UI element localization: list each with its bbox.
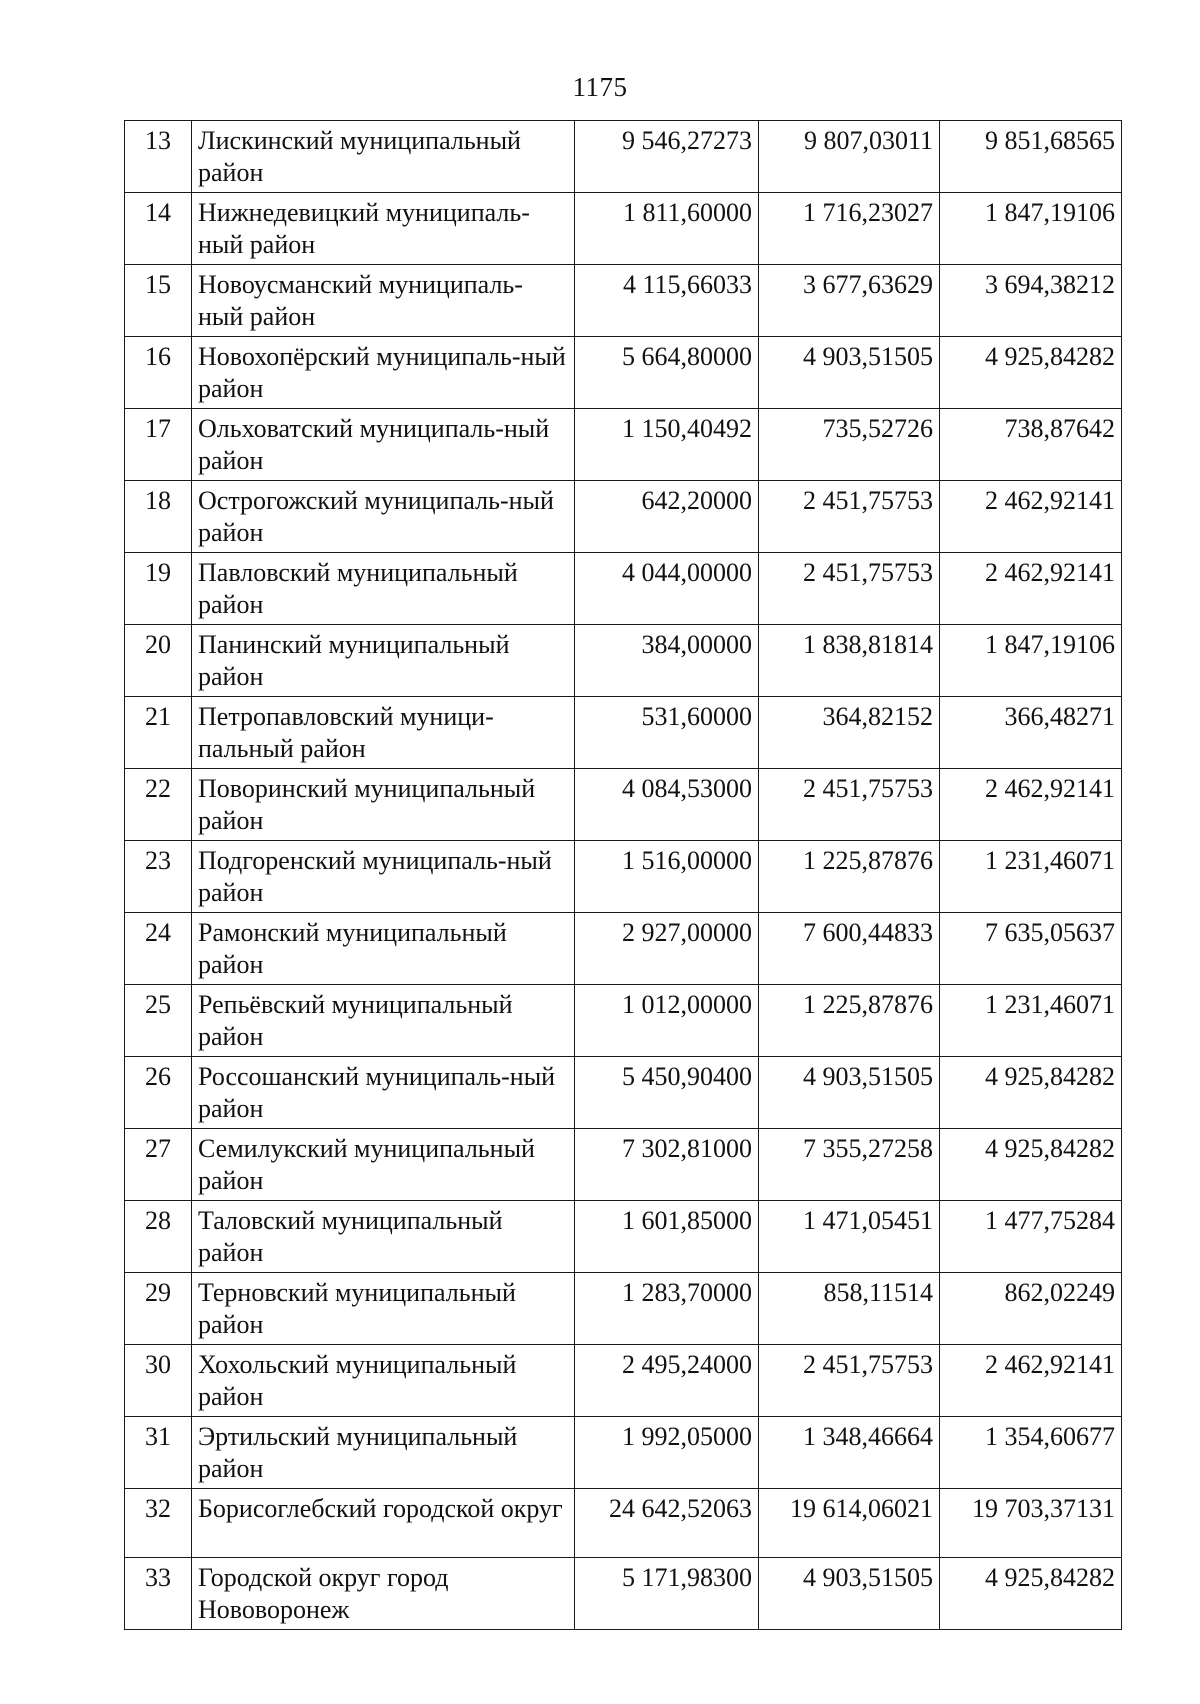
- value-col-3: 1 847,19106: [940, 625, 1122, 697]
- row-number: 30: [125, 1345, 192, 1417]
- value-col-3: 1 231,46071: [940, 985, 1122, 1057]
- value-col-1: 1 150,40492: [575, 409, 759, 481]
- municipality-name: Эртильский муниципальный район: [192, 1417, 575, 1489]
- municipality-name: Рамонский муниципальный район: [192, 913, 575, 985]
- municipality-name: Терновский муниципальный район: [192, 1273, 575, 1345]
- value-col-2: 9 807,03011: [759, 121, 940, 193]
- value-col-1: 4 084,53000: [575, 769, 759, 841]
- value-col-3: 19 703,37131: [940, 1489, 1122, 1558]
- table-row: [125, 913, 1122, 985]
- value-col-3: 7 635,05637: [940, 913, 1122, 985]
- value-col-1: 2 927,00000: [575, 913, 759, 985]
- municipality-name: Россошанский муниципаль-ный район: [192, 1057, 575, 1129]
- value-col-1: 1 811,60000: [575, 193, 759, 265]
- table-row: [125, 1345, 1122, 1417]
- table-row: [125, 1129, 1122, 1201]
- municipality-name: Ольховатский муниципаль-ный район: [192, 409, 575, 481]
- municipality-name: Павловский муниципальный район: [192, 553, 575, 625]
- value-col-3: 4 925,84282: [940, 1558, 1122, 1630]
- value-col-1: 4 115,66033: [575, 265, 759, 337]
- municipality-name: Нижнедевицкий муниципаль-ный район: [192, 193, 575, 265]
- municipality-name: Острогожский муниципаль-ный район: [192, 481, 575, 553]
- value-col-1: 1 601,85000: [575, 1201, 759, 1273]
- value-col-1: 7 302,81000: [575, 1129, 759, 1201]
- value-col-2: 2 451,75753: [759, 553, 940, 625]
- table-row: [125, 121, 1122, 193]
- value-col-2: 1 471,05451: [759, 1201, 940, 1273]
- municipality-name: Репьёвский муниципальный район: [192, 985, 575, 1057]
- value-col-3: 1 231,46071: [940, 841, 1122, 913]
- table-row: [125, 985, 1122, 1057]
- value-col-2: 7 600,44833: [759, 913, 940, 985]
- value-col-3: 3 694,38212: [940, 265, 1122, 337]
- municipality-name: Новоусманский муниципаль-ный район: [192, 265, 575, 337]
- table-row: [125, 337, 1122, 409]
- municipality-name: Новохопёрский муниципаль-ный район: [192, 337, 575, 409]
- table-row: [125, 265, 1122, 337]
- value-col-1: 5 664,80000: [575, 337, 759, 409]
- table-row: [125, 1273, 1122, 1345]
- value-col-2: 4 903,51505: [759, 337, 940, 409]
- row-number: 28: [125, 1201, 192, 1273]
- row-number: 24: [125, 913, 192, 985]
- value-col-3: 2 462,92141: [940, 1345, 1122, 1417]
- table-body: [125, 121, 1122, 1630]
- row-number: 20: [125, 625, 192, 697]
- value-col-2: 364,82152: [759, 697, 940, 769]
- value-col-1: 4 044,00000: [575, 553, 759, 625]
- value-col-2: 7 355,27258: [759, 1129, 940, 1201]
- table-row: [125, 193, 1122, 265]
- municipality-name: Таловский муниципальный район: [192, 1201, 575, 1273]
- value-col-3: 2 462,92141: [940, 481, 1122, 553]
- table-row: [125, 481, 1122, 553]
- municipality-name: Поворинский муниципальный район: [192, 769, 575, 841]
- table-row: [125, 1417, 1122, 1489]
- table-row: [125, 409, 1122, 481]
- row-number: 14: [125, 193, 192, 265]
- page-number: 1175: [572, 72, 628, 102]
- municipality-name: Лискинский муниципальный район: [192, 121, 575, 193]
- value-col-2: 2 451,75753: [759, 769, 940, 841]
- value-col-1: 531,60000: [575, 697, 759, 769]
- municipality-name: Хохольский муниципальный район: [192, 1345, 575, 1417]
- value-col-3: 1 477,75284: [940, 1201, 1122, 1273]
- value-col-3: 1 354,60677: [940, 1417, 1122, 1489]
- row-number: 32: [125, 1489, 192, 1558]
- table-row: [125, 625, 1122, 697]
- value-col-2: 735,52726: [759, 409, 940, 481]
- value-col-1: 1 283,70000: [575, 1273, 759, 1345]
- municipality-name: Семилукский муниципальный район: [192, 1129, 575, 1201]
- municipality-name: Подгоренский муниципаль-ный район: [192, 841, 575, 913]
- value-col-1: 1 992,05000: [575, 1417, 759, 1489]
- table-row: [125, 1201, 1122, 1273]
- row-number: 13: [125, 121, 192, 193]
- table-row: [125, 553, 1122, 625]
- value-col-3: 2 462,92141: [940, 553, 1122, 625]
- table-row: [125, 769, 1122, 841]
- row-number: 27: [125, 1129, 192, 1201]
- row-number: 23: [125, 841, 192, 913]
- value-col-3: 1 847,19106: [940, 193, 1122, 265]
- value-col-1: 642,20000: [575, 481, 759, 553]
- value-col-3: 9 851,68565: [940, 121, 1122, 193]
- value-col-3: 4 925,84282: [940, 1129, 1122, 1201]
- value-col-2: 1 225,87876: [759, 985, 940, 1057]
- value-col-2: 1 348,46664: [759, 1417, 940, 1489]
- row-number: 21: [125, 697, 192, 769]
- municipality-name: Петропавловский муници-пальный район: [192, 697, 575, 769]
- budget-table: [124, 120, 1122, 1630]
- value-col-2: 2 451,75753: [759, 1345, 940, 1417]
- value-col-2: 2 451,75753: [759, 481, 940, 553]
- table-row: [125, 841, 1122, 913]
- row-number: 29: [125, 1273, 192, 1345]
- value-col-1: 2 495,24000: [575, 1345, 759, 1417]
- value-col-2: 4 903,51505: [759, 1558, 940, 1630]
- value-col-3: 862,02249: [940, 1273, 1122, 1345]
- value-col-1: 5 171,98300: [575, 1558, 759, 1630]
- value-col-2: 858,11514: [759, 1273, 940, 1345]
- municipality-name: Борисоглебский городской округ: [192, 1489, 575, 1558]
- row-number: 26: [125, 1057, 192, 1129]
- table-row: [125, 1558, 1122, 1630]
- value-col-2: 19 614,06021: [759, 1489, 940, 1558]
- table-row: [125, 1057, 1122, 1129]
- row-number: 18: [125, 481, 192, 553]
- municipality-name: Панинский муниципальный район: [192, 625, 575, 697]
- value-col-2: 1 716,23027: [759, 193, 940, 265]
- value-col-3: 4 925,84282: [940, 337, 1122, 409]
- table-row: [125, 1489, 1122, 1558]
- municipality-name: Городской округ город Нововоронеж: [192, 1558, 575, 1630]
- value-col-3: 366,48271: [940, 697, 1122, 769]
- row-number: 25: [125, 985, 192, 1057]
- value-col-1: 384,00000: [575, 625, 759, 697]
- row-number: 17: [125, 409, 192, 481]
- row-number: 33: [125, 1558, 192, 1630]
- value-col-1: 24 642,52063: [575, 1489, 759, 1558]
- value-col-1: 5 450,90400: [575, 1057, 759, 1129]
- value-col-3: 4 925,84282: [940, 1057, 1122, 1129]
- value-col-3: 2 462,92141: [940, 769, 1122, 841]
- value-col-2: 1 838,81814: [759, 625, 940, 697]
- value-col-1: 9 546,27273: [575, 121, 759, 193]
- row-number: 31: [125, 1417, 192, 1489]
- value-col-2: 1 225,87876: [759, 841, 940, 913]
- value-col-1: 1 516,00000: [575, 841, 759, 913]
- row-number: 16: [125, 337, 192, 409]
- table-row: [125, 697, 1122, 769]
- value-col-3: 738,87642: [940, 409, 1122, 481]
- row-number: 22: [125, 769, 192, 841]
- value-col-2: 4 903,51505: [759, 1057, 940, 1129]
- row-number: 15: [125, 265, 192, 337]
- row-number: 19: [125, 553, 192, 625]
- value-col-1: 1 012,00000: [575, 985, 759, 1057]
- value-col-2: 3 677,63629: [759, 265, 940, 337]
